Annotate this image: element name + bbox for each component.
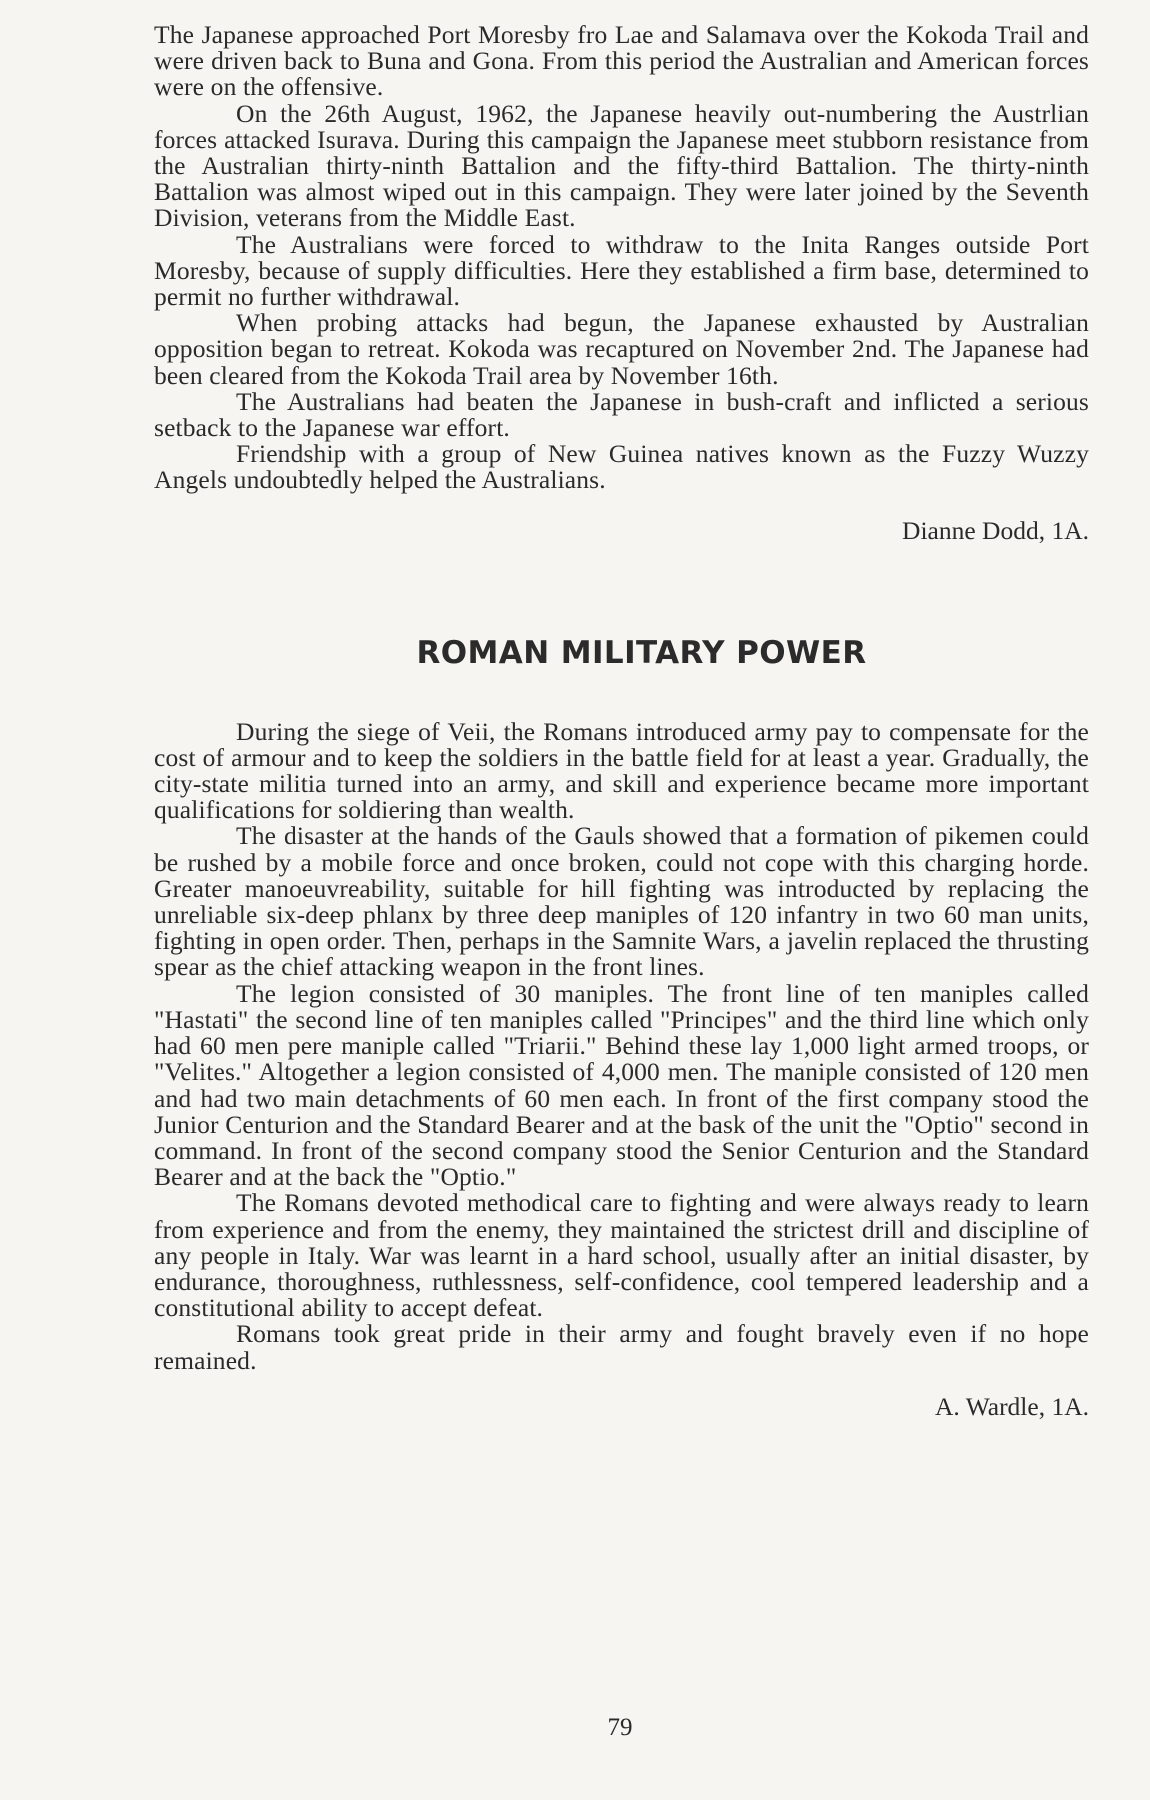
article-paragraph: During the siege of Veii, the Romans introduced army pay to compensate for the cost of armour and to keep the soldiers in the battle field for at least a year. Gradually, the city-state militia turned into an army, and skill and experience became more important qualifications for soldiering than wealth. bbox=[154, 716, 1089, 825]
author-signature: Dianne Dodd, 1A. bbox=[902, 515, 1089, 545]
author-signature: A. Wardle, 1A. bbox=[935, 1391, 1089, 1421]
page-number: 79 bbox=[607, 1714, 633, 1741]
article-paragraph: The Japanese approached Port Moresby fro Lae and Salamava over the Kokoda Trail and were driven back to Buna and Gona. From this period the Australian and American forces were on the offensive. bbox=[154, 20, 1089, 102]
kokoda-article bbox=[154, 22, 1089, 544]
article-paragraph: The Romans devoted methodical care to fighting and were always ready to learn from experience and from the enemy, they maintained the strictest drill and discipline of any people in Italy. War was learnt in a hard school, usually after an initial disaster, by endurance, thoroughness, ruthlessness, self-confidence, cool tempered leadership and a constitutional ability to accept defeat. bbox=[154, 1188, 1089, 1323]
roman-military-article bbox=[154, 716, 1089, 1421]
article-paragraph: The legion consisted of 30 maniples. The front line of ten maniples called "Hastati" the second line of ten maniples called "Principes" and the third line which only had 60 men pere maniple called "Triarii." Behind these lay 1,000 light armed troops, or "Velites." Altogether a legion consisted of 4,000 men. The maniple consisted of 120 men and had two main detachments of 60 men each. In front of the first company stood the Junior Centurion and the Standard Bearer and at the bask of the unit the "Optio" second in command. In front of the second company stood the Senior Centurion and the Standard Bearer and at the back the "Optio." bbox=[154, 978, 1089, 1192]
article-paragraph: The Australians had beaten the Japanese in bush-craft and inflicted a serious setback to the Japanese war effort. bbox=[154, 386, 1089, 443]
article-paragraph: When probing attacks had begun, the Japanese exhausted by Australian opposition began to retreat. Kokoda was recaptured on November 2nd. The Japanese had been cleared from the Kokoda Trail area by November 16th. bbox=[154, 308, 1089, 390]
article-paragraph: The Australians were forced to withdraw to the Inita Ranges outside Port Moresby, because of supply difficulties. Here they established a firm base, determined to permit no further withdrawal. bbox=[154, 229, 1089, 312]
article-paragraph: On the 26th August, 1962, the Japanese heavily out-numbering the Austrlian forces attacked Isurava. During this campaign the Japanese meet stubborn resistance from the Australian thirty-ninth Battalion and the fifty-third Battalion. The thirty-ninth Battalion was almost wiped out in this campaign. They were later joined by the Seventh Division, veterans from the Middle East. bbox=[154, 98, 1089, 233]
section-title: ROMAN MILITARY POWER bbox=[416, 634, 867, 671]
article-paragraph: Romans took great pride in their army and fought bravely even if no hope remained. bbox=[154, 1319, 1089, 1375]
article-paragraph: Friendship with a group of New Guinea natives known as the Fuzzy Wuzzy Angels undoubtedly helped the Australians. bbox=[154, 439, 1089, 495]
article-paragraph: The disaster at the hands of the Gauls showed that a formation of pikemen could be rushed by a mobile force and once broken, could not cope with this charging horde. Greater manoeuvreability, suitable for hill fighting was introducted by replacing the unreliable six-deep phlanx by three deep maniples of 120 infantry in two 60 man units, fighting in open order. Then, perhaps in the Samnite Wars, a javelin replaced the thrusting spear as the chief attacking weapon in the front lines. bbox=[154, 821, 1089, 982]
page-content bbox=[154, 22, 1089, 1420]
